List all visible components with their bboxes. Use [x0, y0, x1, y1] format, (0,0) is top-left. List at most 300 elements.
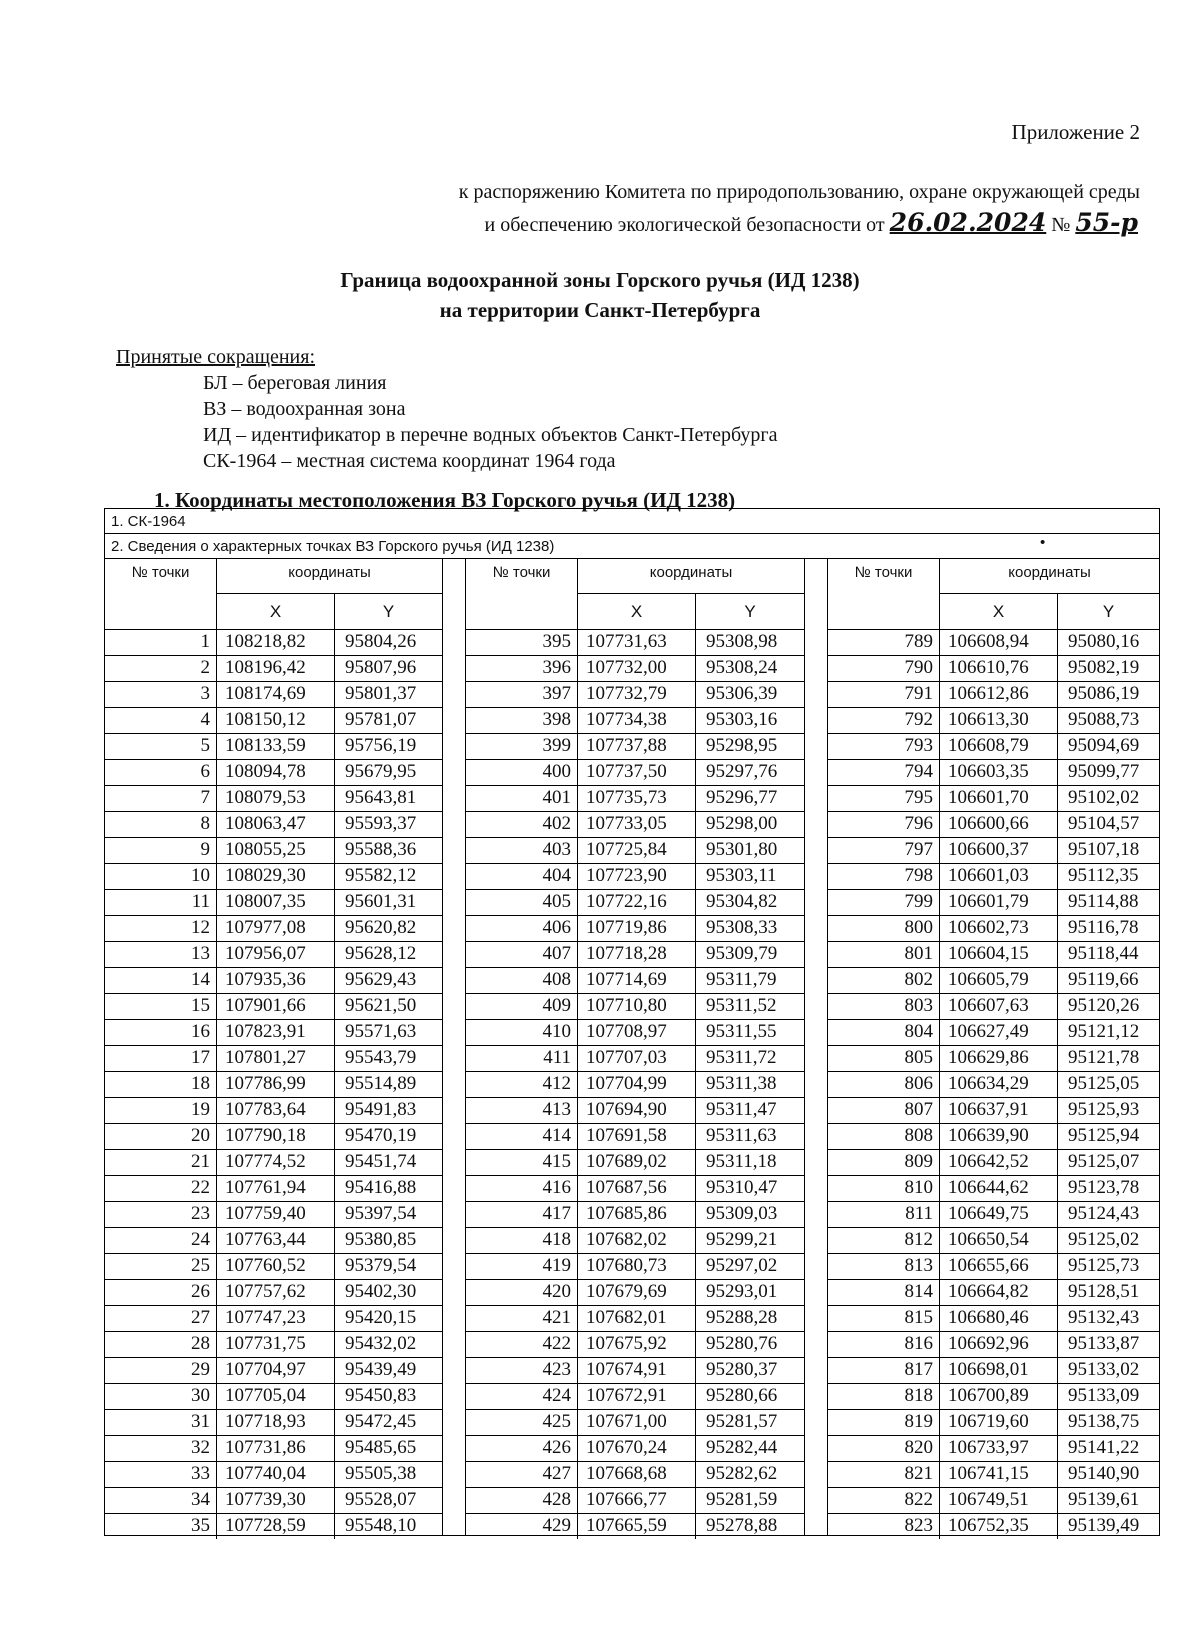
coordinate-x: 106607,63	[940, 993, 1058, 1019]
point-number: 812	[828, 1227, 940, 1253]
coordinate-x: 108218,82	[217, 629, 335, 655]
point-number: 2	[105, 655, 217, 681]
point-number: 813	[828, 1253, 940, 1279]
coordinate-x: 106733,97	[940, 1435, 1058, 1461]
coordinates-table	[104, 508, 1160, 1536]
point-number: 19	[105, 1097, 217, 1123]
coordinate-y: 95485,65	[345, 1437, 417, 1458]
coordinate-y: 95080,16	[1068, 631, 1140, 652]
coordinate-y: 95397,54	[345, 1203, 417, 1224]
coordinate-y: 95121,78	[1068, 1047, 1140, 1068]
coordinate-y: 95112,35	[1068, 865, 1139, 886]
coordinate-y: 95308,24	[706, 657, 778, 678]
coordinate-x: 108063,47	[217, 811, 335, 837]
column-header-coordinates: координаты	[578, 559, 804, 594]
coordinate-x: 106664,82	[940, 1279, 1058, 1305]
point-number: 416	[466, 1175, 578, 1201]
coordinate-y: 95620,82	[345, 917, 417, 938]
coordinate-y: 95451,74	[345, 1151, 417, 1172]
coordinate-y: 95288,28	[706, 1307, 778, 1328]
point-number: 33	[105, 1461, 217, 1487]
order-reference-line2	[485, 208, 1138, 237]
coordinate-y: 95601,31	[345, 891, 417, 912]
block-header	[105, 559, 442, 630]
coordinate-x: 107725,84	[578, 837, 696, 863]
coordinate-x: 106600,37	[940, 837, 1058, 863]
coordinate-y: 95128,51	[1068, 1281, 1140, 1302]
coordinate-x: 106603,35	[940, 759, 1058, 785]
coordinate-y: 95311,63	[706, 1125, 777, 1146]
coordinate-y: 95643,81	[345, 787, 417, 808]
coordinate-x: 107763,44	[217, 1227, 335, 1253]
coordinate-x: 106627,49	[940, 1019, 1058, 1045]
coordinate-y: 95308,98	[706, 631, 778, 652]
point-number: 4	[105, 707, 217, 733]
coordinate-y: 95114,88	[1068, 891, 1139, 912]
point-number: 818	[828, 1383, 940, 1409]
table-row	[828, 1279, 1159, 1306]
point-number: 3	[105, 681, 217, 707]
coordinate-x: 107707,03	[578, 1045, 696, 1071]
table-row	[105, 1045, 442, 1072]
coordinate-x: 107737,50	[578, 759, 696, 785]
point-number: 806	[828, 1071, 940, 1097]
point-number: 796	[828, 811, 940, 837]
table-row	[828, 1513, 1159, 1539]
coordinate-y: 95298,95	[706, 735, 778, 756]
coordinate-y: 95125,07	[1068, 1151, 1140, 1172]
point-number: 34	[105, 1487, 217, 1513]
coordinate-y: 95309,79	[706, 943, 778, 964]
block-header	[828, 559, 1159, 630]
coordinate-x: 107734,38	[578, 707, 696, 733]
coordinate-y: 95123,78	[1068, 1177, 1140, 1198]
table-row	[828, 993, 1159, 1020]
title-line2: на территории Санкт-Петербурга	[439, 298, 761, 322]
point-number: 797	[828, 837, 940, 863]
coordinate-x: 107935,36	[217, 967, 335, 993]
table-row	[466, 785, 804, 812]
coordinate-x: 107739,30	[217, 1487, 335, 1513]
column-header-point: № точки	[466, 559, 578, 629]
table-row	[466, 1123, 804, 1150]
abbreviation-item: ИД – идентификатор в перечне водных объектов Санкт-Петербурга	[203, 424, 778, 446]
point-number: 18	[105, 1071, 217, 1097]
table-row	[105, 1097, 442, 1124]
table-row	[466, 759, 804, 786]
point-number: 426	[466, 1435, 578, 1461]
coordinate-x: 107682,02	[578, 1227, 696, 1253]
table-row	[828, 1149, 1159, 1176]
block-header	[466, 559, 804, 630]
coordinate-y: 95548,10	[345, 1515, 417, 1536]
title-line1: Граница водоохранной зоны Горского ручья (ИД 1238)	[340, 268, 860, 292]
coordinate-y: 95133,87	[1068, 1333, 1140, 1354]
point-number: 20	[105, 1123, 217, 1149]
coordinate-x: 106610,76	[940, 655, 1058, 681]
coordinate-y: 95278,88	[706, 1515, 778, 1536]
coordinate-y: 95082,19	[1068, 657, 1140, 678]
section-heading: 1. Координаты местоположения ВЗ Горского ручья (ИД 1238)	[154, 488, 736, 512]
table-row	[105, 1253, 442, 1280]
point-number: 35	[105, 1513, 217, 1539]
table-row	[105, 1513, 442, 1539]
coordinate-x: 107731,86	[217, 1435, 335, 1461]
coordinate-y: 95140,90	[1068, 1463, 1140, 1484]
point-number: 407	[466, 941, 578, 967]
coordinate-y: 95311,72	[706, 1047, 777, 1068]
coordinate-x: 108174,69	[217, 681, 335, 707]
coordinate-x: 107740,04	[217, 1461, 335, 1487]
coordinate-x: 107790,18	[217, 1123, 335, 1149]
table-block-2	[465, 559, 805, 1535]
coordinate-x: 107735,73	[578, 785, 696, 811]
coordinate-y: 95311,38	[706, 1073, 777, 1094]
point-number: 410	[466, 1019, 578, 1045]
point-number: 411	[466, 1045, 578, 1071]
table-row	[828, 1201, 1159, 1228]
coordinate-x: 106680,46	[940, 1305, 1058, 1331]
coordinate-y: 95280,76	[706, 1333, 778, 1354]
point-number: 405	[466, 889, 578, 915]
point-number: 24	[105, 1227, 217, 1253]
coordinate-y: 95582,12	[345, 865, 417, 886]
table-row	[466, 1097, 804, 1124]
coordinate-x: 106608,79	[940, 733, 1058, 759]
coordinate-x: 108133,59	[217, 733, 335, 759]
table-row	[105, 759, 442, 786]
point-number: 429	[466, 1513, 578, 1539]
coordinate-x: 107694,90	[578, 1097, 696, 1123]
point-number: 27	[105, 1305, 217, 1331]
coordinate-y: 95298,00	[706, 813, 778, 834]
point-number: 414	[466, 1123, 578, 1149]
point-number: 413	[466, 1097, 578, 1123]
coordinate-y: 95470,19	[345, 1125, 417, 1146]
coordinate-y: 95125,73	[1068, 1255, 1140, 1276]
coordinate-y: 95133,02	[1068, 1359, 1140, 1380]
table-row	[105, 629, 442, 656]
coordinate-y: 95133,09	[1068, 1385, 1140, 1406]
table-row	[466, 941, 804, 968]
point-number: 422	[466, 1331, 578, 1357]
coordinate-x: 106719,60	[940, 1409, 1058, 1435]
coordinate-x: 107671,00	[578, 1409, 696, 1435]
table-row	[828, 759, 1159, 786]
point-number: 791	[828, 681, 940, 707]
table-row	[105, 1487, 442, 1514]
column-header-y: Y	[1102, 602, 1115, 621]
coordinate-y: 95120,26	[1068, 995, 1140, 1016]
point-number: 805	[828, 1045, 940, 1071]
coordinate-y: 95088,73	[1068, 709, 1140, 730]
table-row	[466, 1227, 804, 1254]
table-row	[828, 1409, 1159, 1436]
table-row	[466, 1383, 804, 1410]
coordinate-y: 95306,39	[706, 683, 778, 704]
table-row	[828, 1487, 1159, 1514]
table-row	[466, 1513, 804, 1539]
coordinate-x: 107731,63	[578, 629, 696, 655]
coordinate-y: 95116,78	[1068, 917, 1139, 938]
coordinate-x: 107956,07	[217, 941, 335, 967]
coordinate-x: 107732,79	[578, 681, 696, 707]
table-row	[466, 1279, 804, 1306]
point-number: 29	[105, 1357, 217, 1383]
table-row	[466, 811, 804, 838]
table-row	[105, 1071, 442, 1098]
table-row	[105, 1123, 442, 1150]
table-row	[828, 1435, 1159, 1462]
coordinate-x: 107737,88	[578, 733, 696, 759]
coordinate-y: 95311,18	[706, 1151, 777, 1172]
table-row	[105, 785, 442, 812]
point-number: 802	[828, 967, 940, 993]
coordinate-y: 95311,79	[706, 969, 777, 990]
point-number: 21	[105, 1149, 217, 1175]
coordinate-y: 95781,07	[345, 709, 417, 730]
coordinate-x: 107680,73	[578, 1253, 696, 1279]
table-row	[105, 967, 442, 994]
table-row	[466, 1305, 804, 1332]
coordinate-x: 106629,86	[940, 1045, 1058, 1071]
point-number: 795	[828, 785, 940, 811]
coordinate-y: 95311,47	[706, 1099, 777, 1120]
coordinate-y: 95141,22	[1068, 1437, 1140, 1458]
point-number: 25	[105, 1253, 217, 1279]
coordinate-y: 95086,19	[1068, 683, 1140, 704]
point-number: 22	[105, 1175, 217, 1201]
point-number: 406	[466, 915, 578, 941]
coordinate-x: 107705,04	[217, 1383, 335, 1409]
table-row	[466, 1461, 804, 1488]
coordinate-y: 95379,54	[345, 1255, 417, 1276]
table-row	[105, 1227, 442, 1254]
point-number: 804	[828, 1019, 940, 1045]
table-row	[828, 1175, 1159, 1202]
point-number: 809	[828, 1149, 940, 1175]
abbreviations-heading: Принятые сокращения:	[116, 346, 316, 368]
table-row	[828, 863, 1159, 890]
coordinate-x: 107723,90	[578, 863, 696, 889]
point-number: 32	[105, 1435, 217, 1461]
coordinate-x: 108150,12	[217, 707, 335, 733]
point-number: 425	[466, 1409, 578, 1435]
table-row	[828, 811, 1159, 838]
coordinate-y: 95439,49	[345, 1359, 417, 1380]
coordinate-x: 106602,73	[940, 915, 1058, 941]
column-header-coordinates: координаты	[217, 559, 442, 594]
table-row	[105, 1331, 442, 1358]
table-row	[466, 863, 804, 890]
point-number: 793	[828, 733, 940, 759]
order-reference-text: и обеспечению экологической безопасности от	[484, 214, 885, 236]
coordinate-y: 95571,63	[345, 1021, 417, 1042]
table-row	[466, 1175, 804, 1202]
table-row	[466, 1071, 804, 1098]
coordinate-x: 107682,01	[578, 1305, 696, 1331]
coordinate-y: 95138,75	[1068, 1411, 1140, 1432]
point-number: 412	[466, 1071, 578, 1097]
point-number: 395	[466, 629, 578, 655]
point-number: 817	[828, 1357, 940, 1383]
coordinate-x: 107679,69	[578, 1279, 696, 1305]
table-row	[828, 1123, 1159, 1150]
table-row	[466, 1331, 804, 1358]
table-row	[466, 915, 804, 942]
column-header-x: X	[217, 594, 335, 629]
abbreviation-item: СК-1964 – местная система координат 1964 года	[203, 450, 616, 472]
point-number: 10	[105, 863, 217, 889]
coordinate-y: 95119,66	[1068, 969, 1139, 990]
point-number: 30	[105, 1383, 217, 1409]
point-number: 815	[828, 1305, 940, 1331]
table-row	[466, 1201, 804, 1228]
coordinate-x: 106644,62	[940, 1175, 1058, 1201]
coordinate-x: 107687,56	[578, 1175, 696, 1201]
coordinate-x: 106601,70	[940, 785, 1058, 811]
table-row	[828, 785, 1159, 812]
coordinate-y: 95505,38	[345, 1463, 417, 1484]
point-number: 823	[828, 1513, 940, 1539]
coordinate-x: 106608,94	[940, 629, 1058, 655]
coordinate-y: 95296,77	[706, 787, 778, 808]
point-number: 807	[828, 1097, 940, 1123]
number-sign: №	[1051, 214, 1071, 236]
table-row	[466, 889, 804, 916]
coordinate-x: 106613,30	[940, 707, 1058, 733]
point-number: 15	[105, 993, 217, 1019]
table-row	[105, 889, 442, 916]
coordinate-x: 107801,27	[217, 1045, 335, 1071]
order-reference-line1: к распоряжению Комитета по природопользованию, охране окружающей среды	[458, 181, 1140, 203]
table-row	[466, 837, 804, 864]
table-row	[105, 1357, 442, 1384]
coordinate-y: 95297,02	[706, 1255, 778, 1276]
order-number-handwritten: 55-р	[1075, 208, 1138, 237]
coordinate-x: 106752,35	[940, 1513, 1058, 1539]
point-number: 803	[828, 993, 940, 1019]
table-row	[466, 733, 804, 760]
table-row	[466, 967, 804, 994]
point-number: 423	[466, 1357, 578, 1383]
coordinate-x: 107761,94	[217, 1175, 335, 1201]
coordinate-x: 107708,97	[578, 1019, 696, 1045]
coordinate-y: 95304,82	[706, 891, 778, 912]
coordinate-y: 95121,12	[1068, 1021, 1140, 1042]
coordinate-x: 107691,58	[578, 1123, 696, 1149]
table-row	[828, 733, 1159, 760]
point-number: 428	[466, 1487, 578, 1513]
point-number: 801	[828, 941, 940, 967]
point-number: 17	[105, 1045, 217, 1071]
coordinate-y: 95311,55	[706, 1021, 777, 1042]
coordinate-x: 107760,52	[217, 1253, 335, 1279]
table-row	[105, 1175, 442, 1202]
coordinate-x: 108055,25	[217, 837, 335, 863]
point-number: 821	[828, 1461, 940, 1487]
coordinate-y: 95107,18	[1068, 839, 1140, 860]
table-row	[828, 1019, 1159, 1046]
point-number: 398	[466, 707, 578, 733]
coordinate-y: 95301,80	[706, 839, 778, 860]
coordinate-x: 106601,79	[940, 889, 1058, 915]
points-info-text: 2. Сведения о характерных точках ВЗ Горского ручья (ИД 1238)	[111, 538, 555, 555]
coordinate-x: 107704,97	[217, 1357, 335, 1383]
table-row	[105, 1409, 442, 1436]
coordinate-x: 107774,52	[217, 1149, 335, 1175]
coordinate-y: 95102,02	[1068, 787, 1140, 808]
table-row	[466, 681, 804, 708]
coordinate-y: 95299,21	[706, 1229, 778, 1250]
point-number: 14	[105, 967, 217, 993]
coordinate-y: 95807,96	[345, 657, 417, 678]
point-number: 16	[105, 1019, 217, 1045]
point-number: 31	[105, 1409, 217, 1435]
coordinate-y: 95303,16	[706, 709, 778, 730]
table-row	[105, 733, 442, 760]
table-row	[105, 1201, 442, 1228]
table-row	[466, 1149, 804, 1176]
coordinate-y: 95293,01	[706, 1281, 778, 1302]
table-row	[466, 1253, 804, 1280]
coordinate-x: 106741,15	[940, 1461, 1058, 1487]
coordinate-x: 107783,64	[217, 1097, 335, 1123]
coordinate-y: 95281,57	[706, 1411, 778, 1432]
coordinate-x: 107731,75	[217, 1331, 335, 1357]
coordinate-y: 95281,59	[706, 1489, 778, 1510]
coordinate-y: 95099,77	[1068, 761, 1140, 782]
column-header-point: № точки	[828, 559, 940, 629]
table-row	[105, 1383, 442, 1410]
point-number: 402	[466, 811, 578, 837]
coordinate-y: 95380,85	[345, 1229, 417, 1250]
coordinate-x: 106655,66	[940, 1253, 1058, 1279]
column-header-y: Y	[382, 602, 395, 621]
point-number: 1	[105, 629, 217, 655]
coordinate-x: 106692,96	[940, 1331, 1058, 1357]
coordinate-x: 107728,59	[217, 1513, 335, 1539]
coordinate-x: 106698,01	[940, 1357, 1058, 1383]
coordinate-x: 107670,24	[578, 1435, 696, 1461]
table-row	[105, 941, 442, 968]
coordinate-x: 107757,62	[217, 1279, 335, 1305]
coordinate-x: 106600,66	[940, 811, 1058, 837]
coordinate-x: 106749,51	[940, 1487, 1058, 1513]
table-row	[105, 1279, 442, 1306]
point-number: 396	[466, 655, 578, 681]
table-row	[105, 837, 442, 864]
coordinate-y: 95282,44	[706, 1437, 778, 1458]
point-number: 5	[105, 733, 217, 759]
point-number: 409	[466, 993, 578, 1019]
point-number: 6	[105, 759, 217, 785]
table-row	[828, 1357, 1159, 1384]
coordinate-y: 95104,57	[1068, 813, 1140, 834]
coordinate-y: 95528,07	[345, 1489, 417, 1510]
table-row	[105, 1305, 442, 1332]
coordinate-x: 106604,15	[940, 941, 1058, 967]
coordinate-x: 107722,16	[578, 889, 696, 915]
coordinate-x: 107665,59	[578, 1513, 696, 1539]
point-number: 421	[466, 1305, 578, 1331]
coordinate-x: 106605,79	[940, 967, 1058, 993]
coordinate-y: 95124,43	[1068, 1203, 1140, 1224]
table-row	[105, 915, 442, 942]
coordinate-y: 95416,88	[345, 1177, 417, 1198]
coordinate-x: 106649,75	[940, 1201, 1058, 1227]
coordinate-x: 106642,52	[940, 1149, 1058, 1175]
